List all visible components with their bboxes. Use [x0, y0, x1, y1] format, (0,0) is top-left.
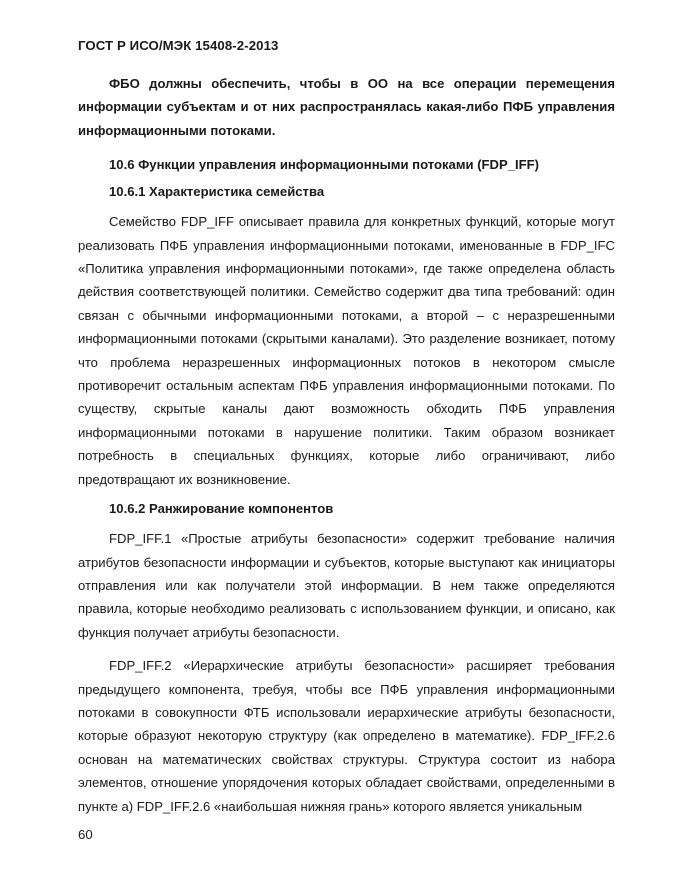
subsection-heading-component-levelling: 10.6.2 Ранжирование компонентов — [109, 501, 334, 517]
page-content — [78, 72, 615, 818]
component-paragraph-iff1: FDP_IFF.1 «Простые атрибуты безопасности» содержит требование наличия атрибутов безопасности информации и субъектов, которые выступают как инициаторы отправления или как получатели этой информации. В нем также определяются правила, которые необходимо реализовать с использованием функции, и описано, как функция получает атрибуты безопасности. — [78, 531, 615, 640]
component-paragraph-iff2: FDP_IFF.2 «Иерархические атрибуты безопасности» расширяет требования предыдущего компонента, требуя, чтобы все ПФБ управления информационными потоками в совокупности ФТБ использовали иерархические атрибуты безопасности, которые образуют некоторую структуру (как определено в математике). FDP_IFF.2.6 основан на математических свойствах структуры. Структура состоит из набора элементов, отношение упорядочения которых обладает свойствами, определенными в пункте а) FDP_IFF.2.6 «наибольшая нижняя грань» которого является уникальным — [78, 658, 615, 814]
page-number: 60 — [78, 827, 93, 842]
document-header: ГОСТ Р ИСО/МЭК 15408-2-2013 — [78, 38, 279, 53]
subsection-heading-family-characteristic: 10.6.1 Характеристика семейства — [109, 184, 325, 200]
intro-paragraph: ФБО должны обеспечить, чтобы в ОО на все операции перемещения информации субъектам и от них распространялась какая-либо ПФБ управления информационными потоками. — [78, 76, 615, 138]
family-characteristic-paragraph: Семейство FDP_IFF описывает правила для конкретных функций, которые могут реализовать ПФБ управления информационными потоками, именованные в FDP_IFC «Политика управления информационными потоками», где также определена область действия соответствующей политики. Семейство содержит два типа требований: один связан с обычными информационными потоками, а второй – с неразрешенными информационными потоками (скрытыми каналами). Это разделение возникает, потому что проблема неразрешенных информационных потоков в некотором смысле противоречит остальным аспектам ПФБ управления информационными потоками. По существу, скрытые каналы дают возможность обходить ПФБ управления информационными потоками в нарушение политики. Таким образом возникает потребность в специальных функциях, которые либо ограничивают, либо предотвращают их возникновение. — [78, 214, 615, 487]
section-heading: 10.6 Функции управления информационными потоками (FDP_IFF) — [109, 157, 540, 173]
